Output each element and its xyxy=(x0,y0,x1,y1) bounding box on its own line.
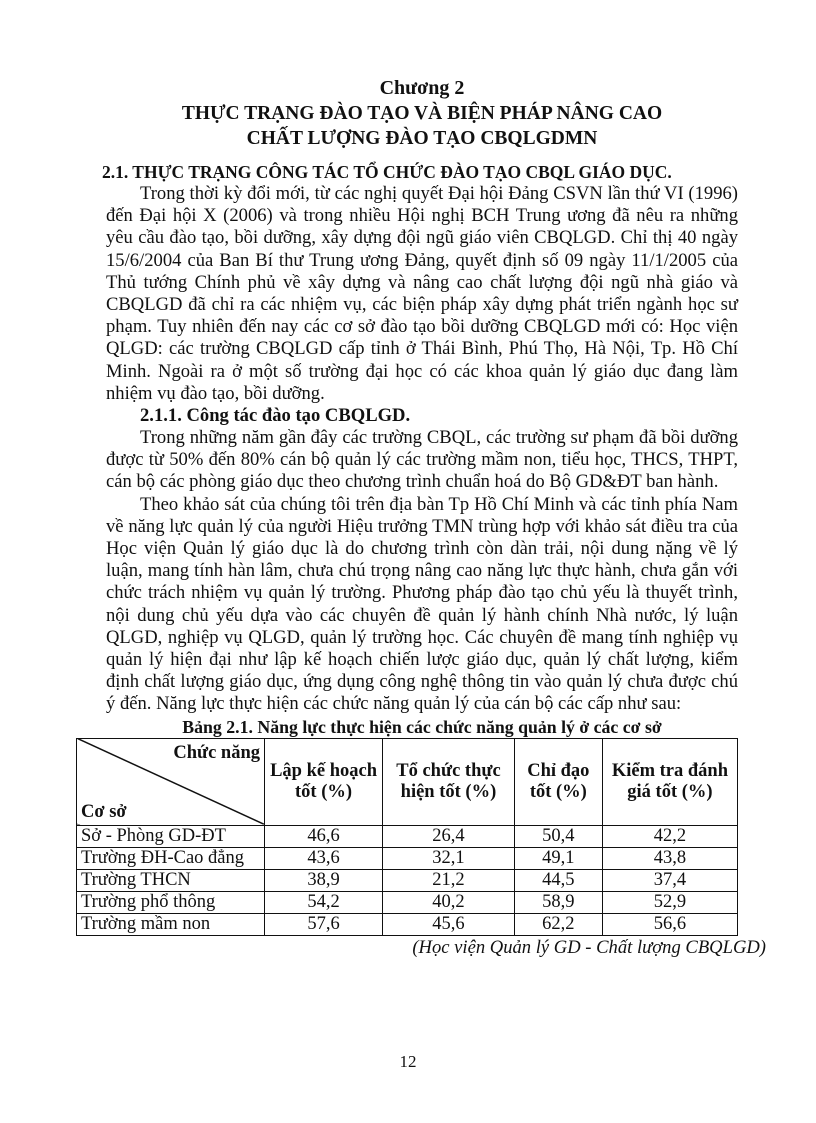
table-cell: 57,6 xyxy=(265,913,383,935)
table-cell: 37,4 xyxy=(602,869,737,891)
table-source: (Học viện Quản lý GD - Chất lượng CBQLGD) xyxy=(412,936,766,958)
table-caption: Bảng 2.1. Năng lực thực hiện các chức năng quản lý ở các cơ sở xyxy=(182,716,662,737)
chapter-title-line2: CHẤT LƯỢNG ĐÀO TẠO CBQLGDMN xyxy=(246,128,598,149)
table-cell: 21,2 xyxy=(383,869,515,891)
row-label: Sở - Phòng GD-ĐT xyxy=(77,825,265,847)
document-page xyxy=(81,72,766,960)
column-header: Kiểm tra đánh giá tốt (%) xyxy=(602,738,737,825)
diagonal-header-cell xyxy=(77,738,265,825)
chapter-label: Chương 2 xyxy=(379,77,465,99)
table-cell: 54,2 xyxy=(265,891,383,913)
table-cell: 26,4 xyxy=(383,825,515,847)
column-header: Chỉ đạo tốt (%) xyxy=(514,738,602,825)
row-label: Trường phổ thông xyxy=(77,891,265,913)
table-row xyxy=(77,869,738,891)
capability-table xyxy=(76,738,738,936)
table-cell: 50,4 xyxy=(514,825,602,847)
column-header: Tổ chức thực hiện tốt (%) xyxy=(383,738,515,825)
table-cell: 56,6 xyxy=(602,913,737,935)
table-header-row xyxy=(77,738,738,825)
row-label: Trường mầm non xyxy=(77,913,265,935)
table-cell: 58,9 xyxy=(514,891,602,913)
paragraph-3: Theo khảo sát của chúng tôi trên địa bàn Tp Hồ Chí Minh và các tỉnh phía Nam về năng lực quản lý của người Hiệu trưởng TMN trùng hợp với khảo sát điều tra của Học viện Quản lý giáo dục là do chương trình còn dàn trải, nội dung nặng về lý luận, mang tính hàn lâm, chưa chú trọng nâng cao năng lực thực hành, chưa gắn với chức trách nhiệm vụ quản lý trường. Phương pháp đào tạo chủ yếu là thuyết trình, nội dung chủ yếu dựa vào các chuyên đề quản lý hành chính Nhà nước, lý luận QLGD, nghiệp vụ QLGD, quản lý trường học. Các chuyên đề mang tính nghiệp vụ quản lý hiện đại như lập kế hoạch chiến lược giáo dục, quản lý chất lượng, kiểm định chất lượng giáo dục, ứng dụng công nghệ thông tin vào quản lý chưa được chú ý đến. Năng lực thực hiện các chức năng quản lý của cán bộ các cấp như sau: xyxy=(106,493,738,715)
row-label: Trường THCN xyxy=(77,869,265,891)
table-cell: 46,6 xyxy=(265,825,383,847)
table-cell: 38,9 xyxy=(265,869,383,891)
paragraph-1: Trong thời kỳ đổi mới, từ các nghị quyết Đại hội Đảng CSVN lần thứ VI (1996) đến Đại hội X (2006) và trong nhiều Hội nghị BCH Trung ương đã nêu ra những yêu cầu đào tạo, bồi dưỡng, xây dựng đội ngũ giáo viên CBQLGD. Chỉ thị 40 ngày 15/6/2004 của Ban Bí thư Trung ương Đảng, quyết định số 09 ngày 11/1/2005 của Thủ tướng Chính phủ về xây dựng và nâng cao chất lượng đội ngũ nhà giáo và CBQLGD đã chỉ ra các nhiệm vụ, các biện pháp xây dựng phát triển ngành học sư phạm. Tuy nhiên đến nay các cơ sở đào tạo bồi dưỡng CBQLGD mới có: Học viện QLGD: các trường CBQLGD cấp tỉnh ở Thái Bình, Phú Thọ, Hà Nội, Tp. Hồ Chí Minh. Ngoài ra ở một số trường đại học có các khoa quản lý giáo dục đang làm nhiệm vụ đào tạo, bồi dưỡng. xyxy=(106,183,738,404)
column-header: Lập kế hoạch tốt (%) xyxy=(265,738,383,825)
sub-heading: 2.1.1. Công tác đào tạo CBQLGD. xyxy=(140,405,411,427)
table-cell: 42,2 xyxy=(602,825,737,847)
table-cell: 52,9 xyxy=(602,891,737,913)
table-cell: 32,1 xyxy=(383,847,515,869)
table-row xyxy=(77,825,738,847)
table-cell: 45,6 xyxy=(383,913,515,935)
table-cell: 44,5 xyxy=(514,869,602,891)
section-heading: 2.1. THỰC TRẠNG CÔNG TÁC TỔ CHỨC ĐÀO TẠO CBQL GIÁO DỤC. xyxy=(102,162,672,182)
corner-label-function: Chức năng xyxy=(173,742,260,763)
row-label: Trường ĐH-Cao đẳng xyxy=(77,847,265,869)
chapter-title-line1: THỰC TRẠNG ĐÀO TẠO VÀ BIỆN PHÁP NÂNG CAO xyxy=(181,103,663,124)
table-cell: 40,2 xyxy=(383,891,515,913)
table-cell: 43,8 xyxy=(602,847,737,869)
chapter-heading xyxy=(106,76,738,151)
page-number: 12 xyxy=(399,1052,417,1071)
table-cell: 43,6 xyxy=(265,847,383,869)
table-row xyxy=(77,913,738,935)
table-row xyxy=(77,891,738,913)
paragraph-2: Trong những năm gần đây các trường CBQL, các trường sư phạm đã bồi dưỡng được từ 50% đến 80% cán bộ quản lý các trường mầm non, tiểu học, THCS, THPT, cán bộ các phòng giáo dục theo chương trình chuẩn hoá do Bộ GD&ĐT ban hành. xyxy=(106,427,738,493)
corner-label-institution: Cơ sở xyxy=(81,801,127,822)
table-row xyxy=(77,847,738,869)
table-cell: 62,2 xyxy=(514,913,602,935)
table-cell: 49,1 xyxy=(514,847,602,869)
